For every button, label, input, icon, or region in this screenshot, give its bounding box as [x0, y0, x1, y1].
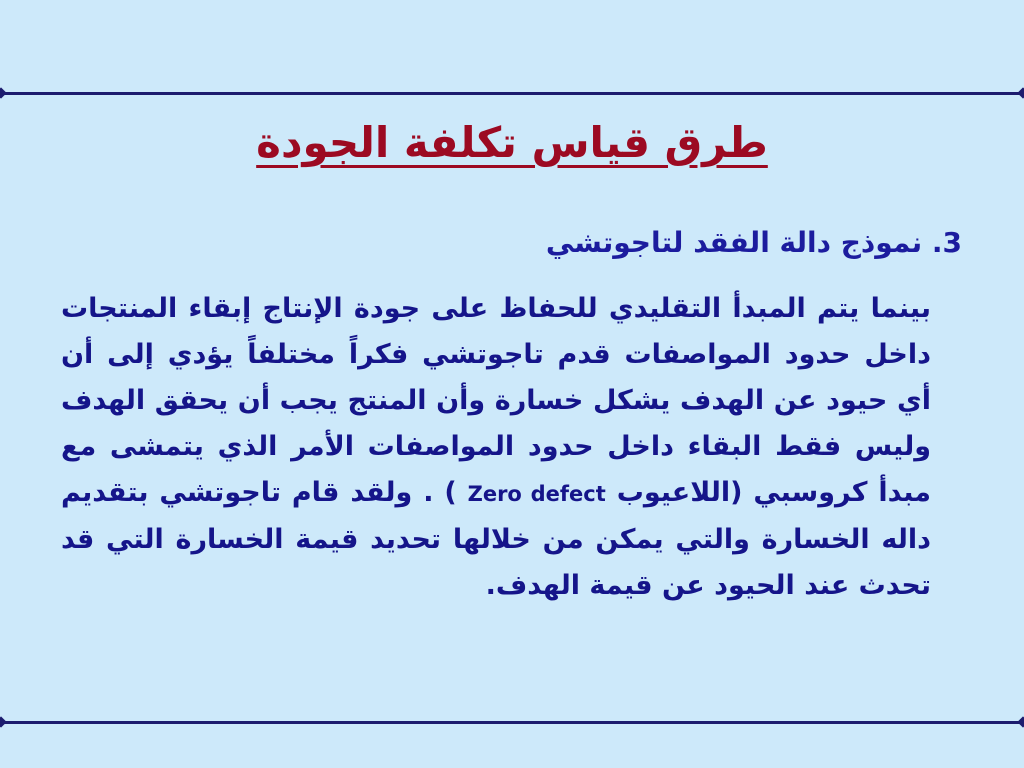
body-text-part-2: ) . ولقد قام تاجوتشي بتقديم داله الخسارة والتي يمكن من خلالها تحديد قيمة الخسارة التي قد تحدث عند الحيود عن قيمة الهدف. — [61, 477, 931, 601]
top-divider — [0, 92, 1024, 95]
divider-end-diamond-icon — [0, 87, 7, 98]
divider-end-diamond-icon — [1017, 716, 1024, 727]
divider-end-diamond-icon — [0, 716, 7, 727]
bottom-divider — [0, 721, 1024, 724]
section-heading: 3. نموذج دالة الفقد لتاجوتشي — [545, 226, 962, 259]
body-paragraph — [61, 286, 931, 609]
body-text-part-1: بينما يتم المبدأ التقليدي للحفاظ على جودة الإنتاج إبقاء المنتجات داخل حدود المواصفات قدم تاجوتشي فكراً مختلفاً يؤدي إلى أن أي حيود عن الهدف يشكل خسارة وأن المنتج يجب أن يحقق الهدف وليس فقط البقاء داخل حدود المواصفات الأمر الذي يتمشى مع مبدأ كروسبي (اللاعيوب — [61, 293, 931, 508]
divider-end-diamond-icon — [1017, 87, 1024, 98]
zero-defect-term: Zero defect — [467, 482, 606, 506]
slide-title: طرق قياس تكلفة الجودة — [256, 118, 768, 167]
